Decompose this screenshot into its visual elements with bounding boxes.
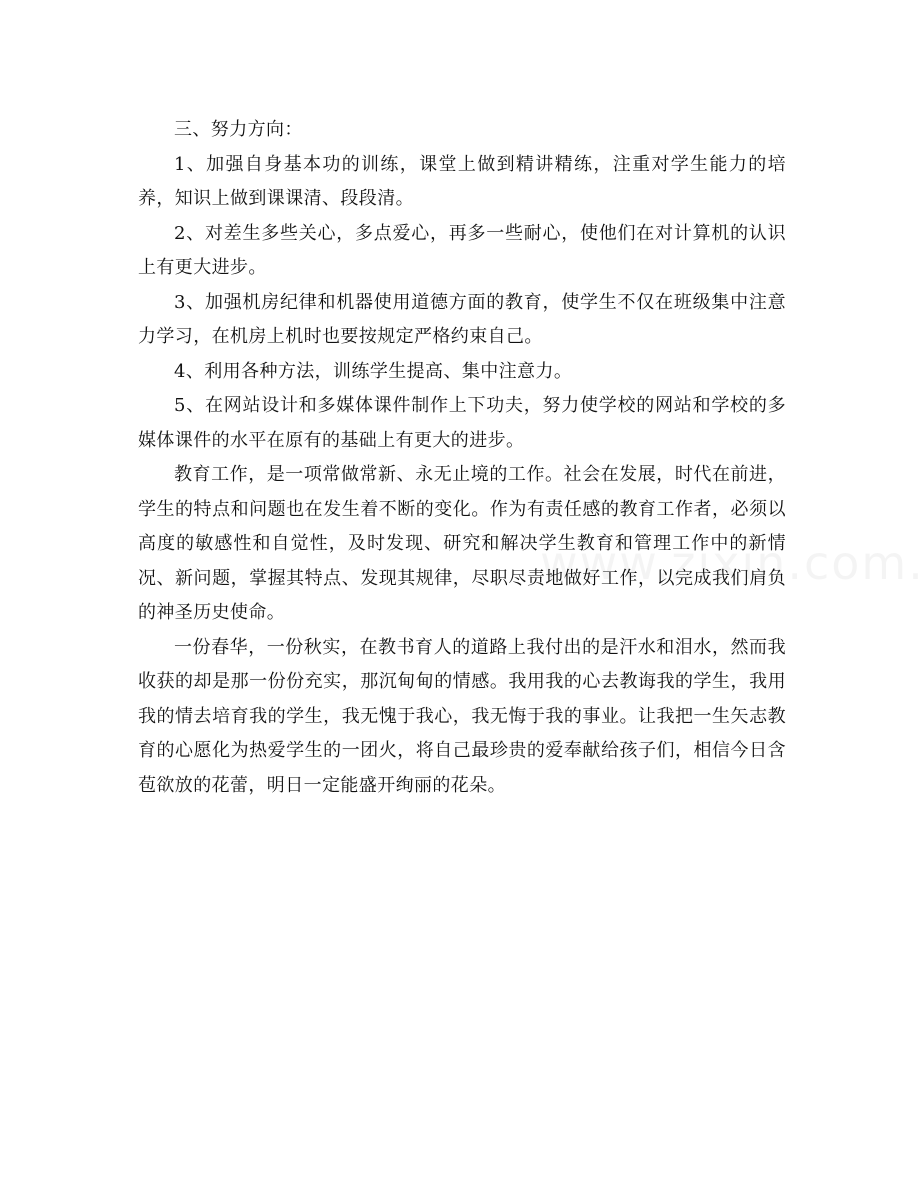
paragraph: 3、加强机房纪律和机器使用道德方面的教育，使学生不仅在班级集中注意力学习，在机房上机时也要按规定严格约束自己。 xyxy=(138,291,786,347)
paragraph: 一份春华，一份秋实，在教书育人的道路上我付出的是汗水和泪水，然而我收获的却是那一份份充实，那沉甸甸的情感。我用我的心去教诲我的学生，我用我的情去培育我的学生，我无愧于我心，我无悔于我的事业。让我把一生矢志教育的心愿化为热爱学生的一团火，将自己最珍贵的爱奉献给孩子们，相信今日含苞欲放的花蕾，明日一定能盛开绚丽的花朵。 xyxy=(138,636,786,796)
paragraph: 2、对差生多些关心，多点爱心，再多一些耐心，使他们在对计算机的认识上有更大进步。 xyxy=(138,222,786,278)
paragraph: 教育工作，是一项常做常新、永无止境的工作。社会在发展，时代在前进，学生的特点和问题也在发生着不断的变化。作为有责任感的教育工作者，必须以高度的敏感性和自觉性，及时发现、研究和解决学生教育和管理工作中的新情况、新问题，掌握其特点、发现其规律，尽职尽责地做好工作，以完成我们肩负的神圣历史使命。 xyxy=(138,464,786,623)
paragraph: 4、利用各种方法，训练学生提高、集中注意力。 xyxy=(174,360,573,382)
paragraph: 5、在网站设计和多媒体课件制作上下功夫，努力使学校的网站和学校的多媒体课件的水平在原有的基础上有更大的进步。 xyxy=(138,395,786,451)
document-body xyxy=(138,113,786,803)
paragraph: 1、加强自身基本功的训练，课堂上做到精讲精练，注重对学生能力的培养，知识上做到课课清、段段清。 xyxy=(138,153,786,209)
section-heading: 三、努力方向： xyxy=(174,119,303,140)
